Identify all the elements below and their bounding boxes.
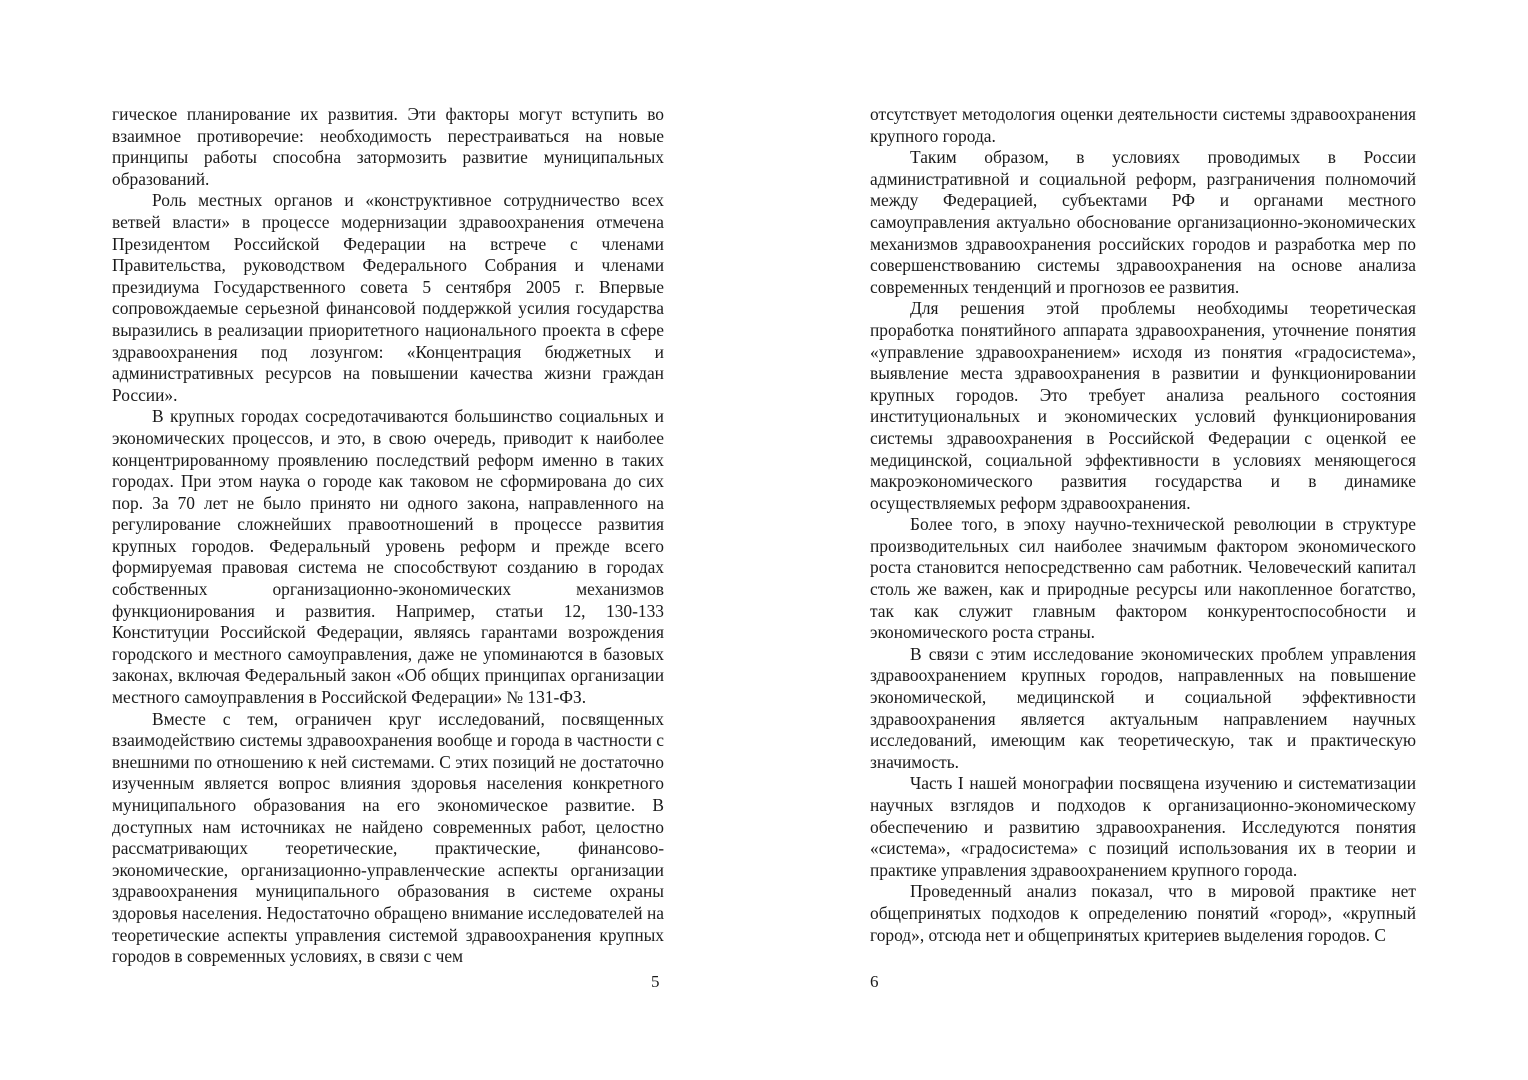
right-page — [764, 0, 1528, 1080]
paragraph: В связи с этим исследование экономических проблем управления здравоохранением крупных городов, направленных на повышение экономической, медицинской и социальной эффективности здравоохранения является актуальным направлением научных исследований, имеющим как теоретическую, так и практическую значимость. — [870, 643, 1416, 772]
right-page-body — [870, 104, 1416, 946]
paragraph: Таким образом, в условиях проводимых в России административной и социальной реформ, разграничения полномочий между Федерацией, субъектами РФ и органами местного самоуправления актуально обоснование организационно-экономических механизмов здравоохранения российских городов и разработка мер по совершенствованию системы здравоохранения на основе анализа современных тенденций и прогнозов ее развития. — [870, 147, 1416, 297]
paragraph: Для решения этой проблемы необходимы теоретическая проработка понятийного аппарата здравоохранения, уточнение понятия «управление здравоохранением» исходя из понятия «градосистема», выявление места здравоохранения в развитии и функционировании крупных городов. Это требует анализа реального состояния институциональных и экономических условий функционирования системы здравоохранения в Российской Федерации с оценкой ее медицинской, социальной эффективности в условиях меняющегося макроэкономического развития государства и в динамике осуществляемых реформ здравоохранения. — [870, 298, 1416, 513]
paragraph: отсутствует методология оценки деятельности системы здравоохранения крупного города. — [870, 104, 1416, 146]
paragraph: Роль местных органов и «конструктивное сотрудничество всех ветвей власти» в процессе модернизации здравоохранения отмечена Президентом Российской Федерации на встрече с членами Правительства, руководством Федерального Собрания и членами президиума Государственного совета 5 сентября 2005 г. Впервые сопровождаемые серьезной финансовой поддержкой усилия государства выразились в реализации приоритетного национального проекта в сфере здравоохранения под лозунгом: «Концентрация бюджетных и административных ресурсов на повышении качества жизни граждан России». — [112, 190, 664, 405]
page-number: 6 — [870, 972, 879, 991]
paragraph: гическое планирование их развития. Эти факторы могут вступить во взаимное противоречие: необходимость перестраиваться на новые принципы работы способна затормозить развитие муниципальных образований. — [112, 104, 664, 189]
paragraph: Вместе с тем, ограничен круг исследований, посвященных взаимодействию системы здравоохранения вообще и города в частности с внешними по отношению к ней системами. С этих позиций не достаточно изученным является вопрос влияния здоровья населения конкретного муниципального образования на его экономическое развитие. В доступных нам источниках не найдено современных работ, целостно рассматривающих теоретические, практические, финансово-экономические, организационно-управленческие аспекты организации здравоохранения муниципального образования в системе охраны здоровья населения. Недостаточно обращено внимание исследователей на теоретические аспекты управления системой здравоохранения крупных городов в современных условиях, в связи с чем — [112, 708, 664, 967]
paragraph: В крупных городах сосредотачиваются большинство социальных и экономических процессов, и это, в свою очередь, приводит к наиболее концентрированному проявлению последствий реформ именно в таких городах. При этом наука о городе как таковом не сформирована до сих пор. За 70 лет не было принято ни одного закона, направленного на регулирование сложнейших правоотношений в процессе развития крупных городов. Федеральный уровень реформ и прежде всего формируемая правовая система не способствуют созданию в городах собственных организационно-экономических механизмов функционирования и развития. Например, статьи 12, 130-133 Конституции Российской Федерации, являясь гарантами возрождения городского и местного самоуправления, даже не упоминаются в базовых законах, включая Федеральный закон «Об общих принципах организации местного самоуправления в Российской Федерации» № 131-ФЗ. — [112, 406, 664, 708]
paragraph: Часть I нашей монографии посвящена изучению и систематизации научных взглядов и подходов к организационно-экономическому обеспечению и развитию здравоохранения. Исследуются понятия «система», «градосистема» с позиций использования их в теории и практике управления здравоохранением крупного города. — [870, 773, 1416, 880]
page-number: 5 — [651, 972, 660, 991]
paragraph: Более того, в эпоху научно-технической революции в структуре производительных сил наиболее значимым фактором экономического роста становится непосредственно сам работник. Человеческий капитал столь же важен, как и природные ресурсы или накопленное богатство, так как служит главным фактором конкурентоспособности и экономического роста страны. — [870, 514, 1416, 643]
paragraph: Проведенный анализ показал, что в мировой практике нет общепринятых подходов к определению понятий «город», «крупный город», отсюда нет и общепринятых критериев выделения городов. С — [870, 881, 1416, 945]
left-page-body — [112, 104, 664, 968]
